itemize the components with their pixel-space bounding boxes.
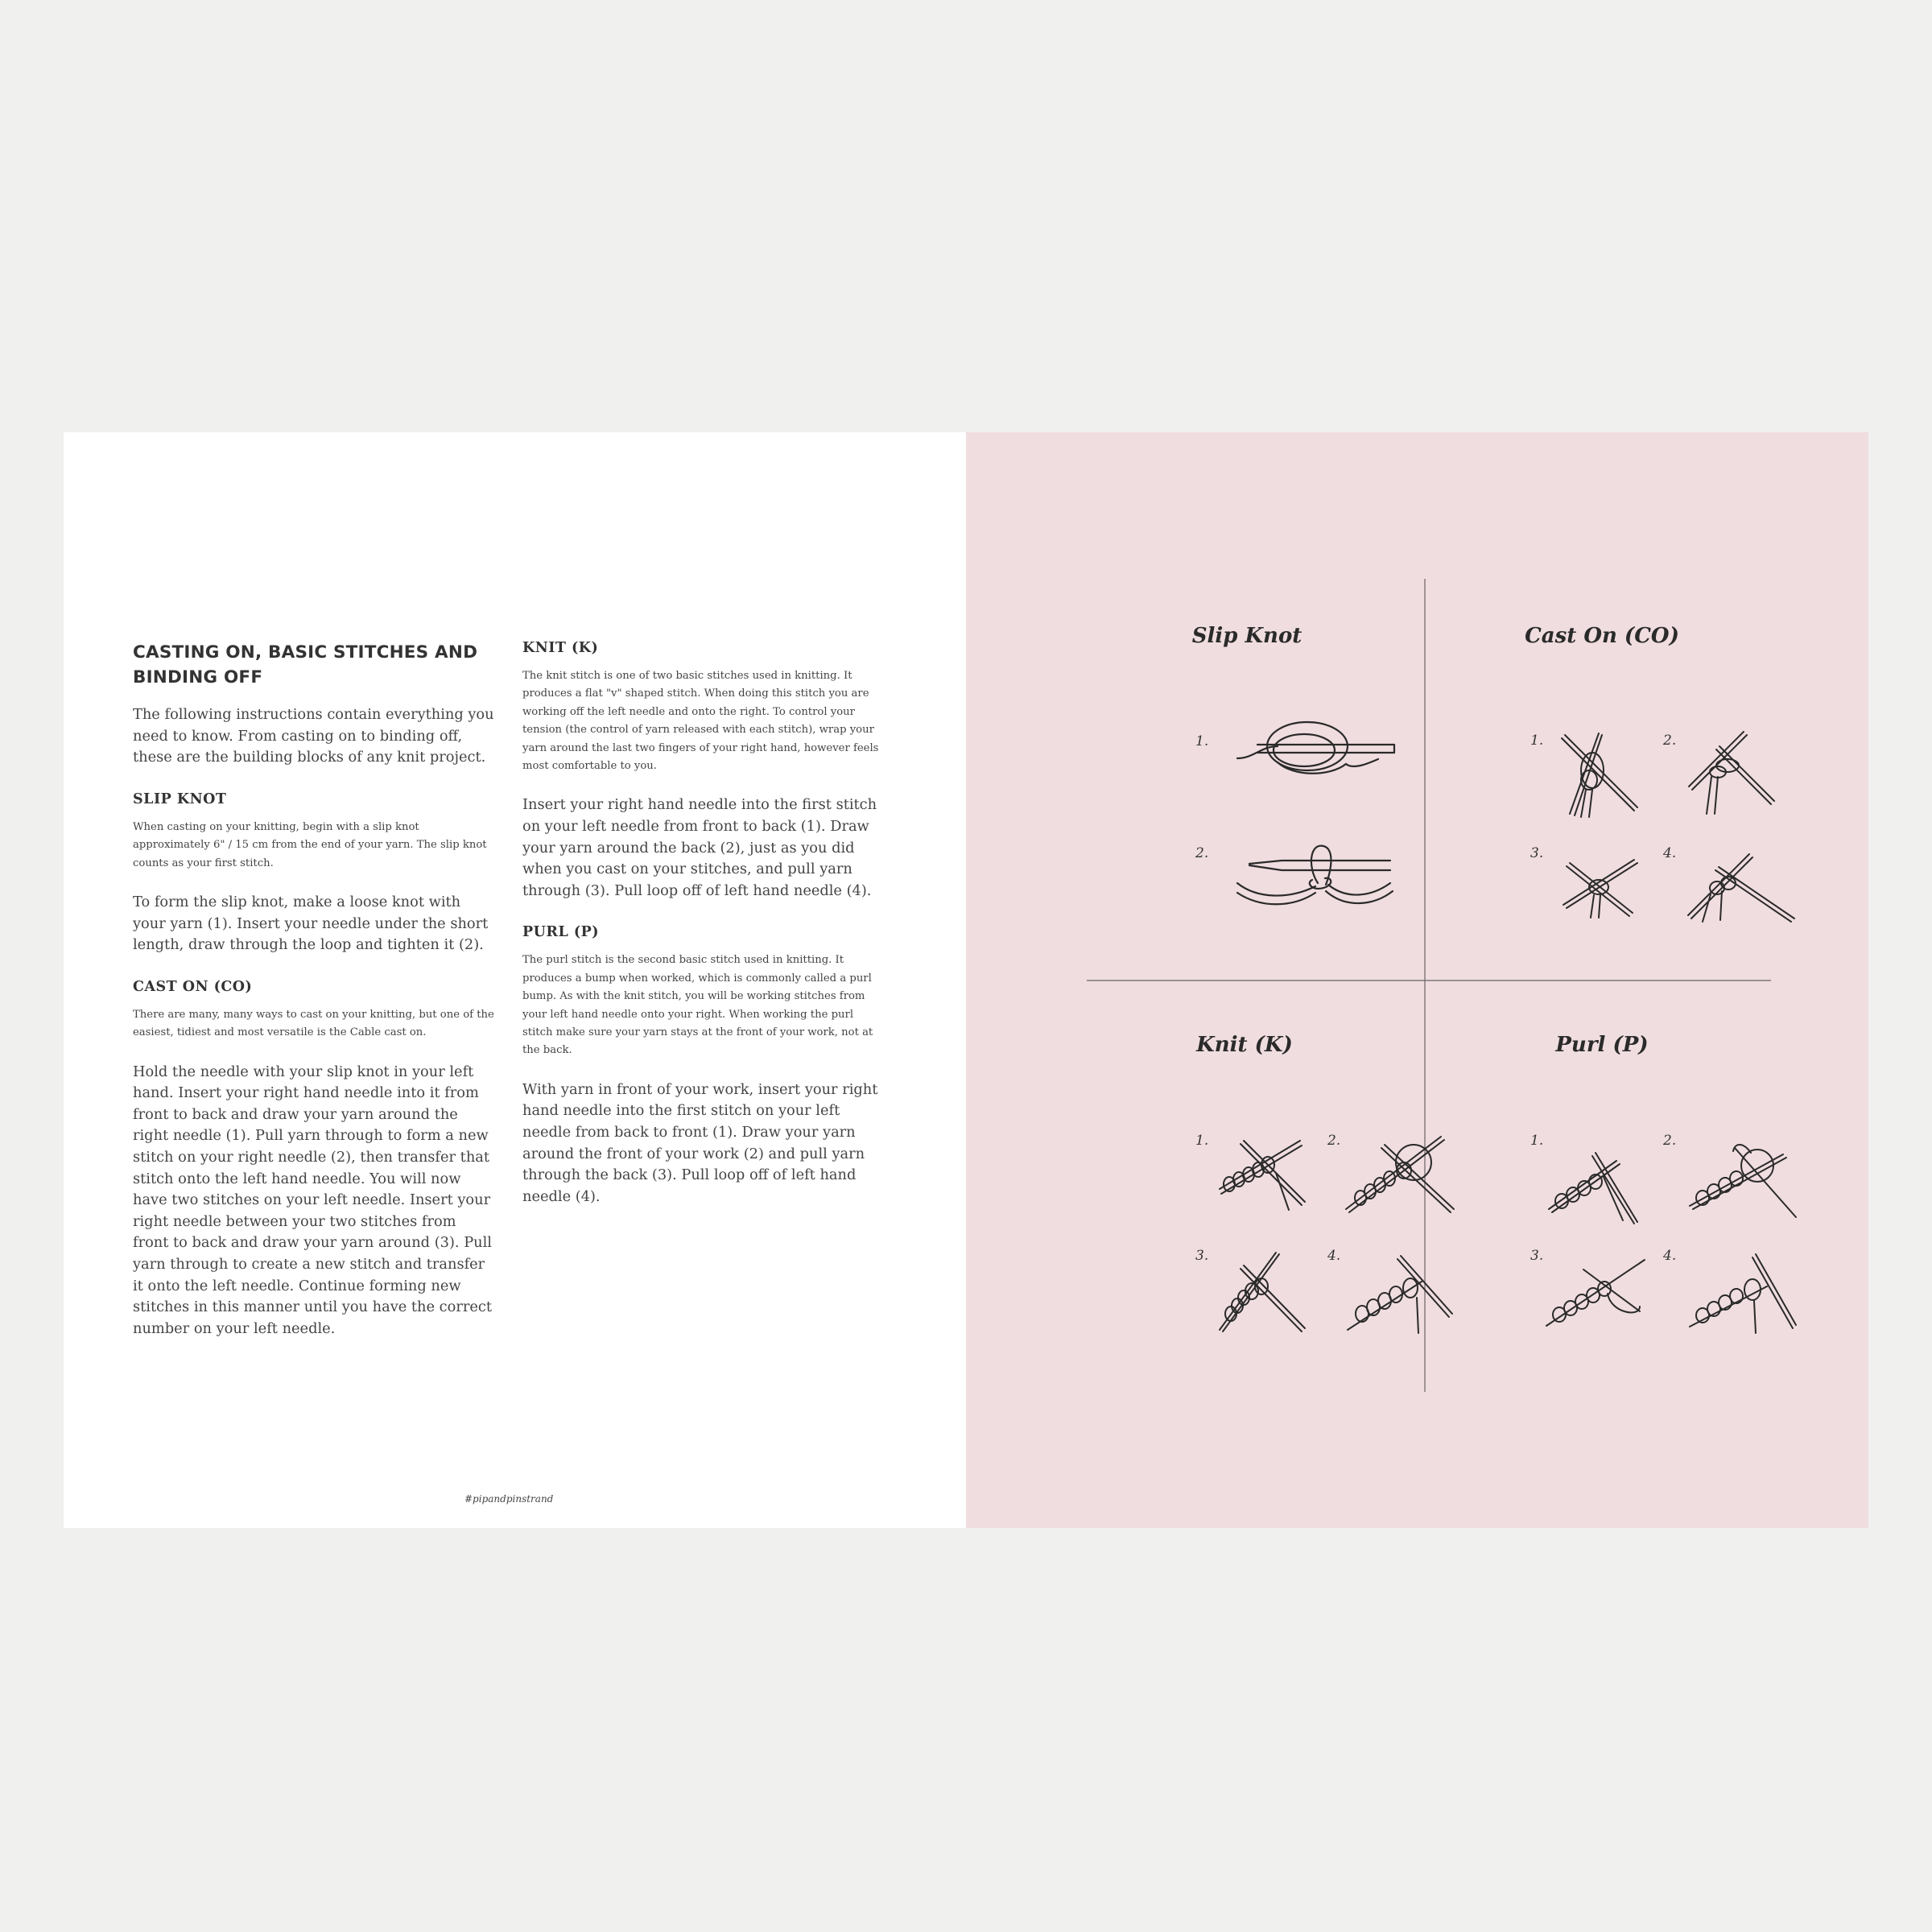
knit-step-2-illustration (1344, 1129, 1457, 1217)
stitch-diagram (966, 432, 1868, 1528)
cast-on-step-1-label: 1. (1530, 733, 1544, 749)
purl-note: The purl stitch is the second basic stitch used in knitting. It produces a bump when worked, which is commonly called a purl bump. As with the knit stitch, you will be working stitches from your left hand needle onto your right. When working the purl stitch make sure your yarn stays at the front of your work, not at the back. (522, 954, 873, 1057)
cast-on-step-3-label: 3. (1530, 845, 1544, 861)
knit-step-2-label: 2. (1327, 1133, 1341, 1149)
purl-step-2-label: 2. (1663, 1133, 1677, 1149)
left-column (133, 640, 495, 1340)
slip-knot-step-2-illustration (1233, 835, 1402, 911)
cast-on-step-3-illustration (1562, 855, 1642, 919)
purl-step-4-label: 4. (1663, 1248, 1677, 1264)
knit-step-4-illustration (1344, 1249, 1457, 1338)
right-column (522, 640, 885, 1208)
purl-body: With yarn in front of your work, insert your right hand needle into the first stitch on your left needle from back to front (1). Draw your yarn around the front of your work (2) and pull yarn through the back (3). Pull loop off of left hand needle (4). (522, 1080, 878, 1205)
hashtag: #pipandpinstrand (464, 1493, 554, 1505)
purl-step-4-illustration (1686, 1249, 1799, 1338)
purl-step-1-label: 1. (1530, 1133, 1544, 1149)
slip-knot-note: When casting on your knitting, begin with a slip knot approximately 6" / 15 cm from the end of your yarn. The slip knot counts as your first stitch. (133, 820, 487, 869)
slip-knot-step-2-label: 2. (1195, 845, 1209, 861)
slip-knot-title: Slip Knot (1191, 624, 1302, 648)
purl-step-3-label: 3. (1530, 1248, 1544, 1264)
purl-step-3-illustration (1543, 1253, 1656, 1334)
quadrant-dividers (966, 432, 1868, 1528)
page-title: CASTING ON, BASIC STITCHES AND BINDING OFF (133, 642, 478, 687)
cast-on-note: There are many, many ways to cast on your knitting, but one of the easiest, tidiest and most versatile is the Cable cast on. (133, 1008, 494, 1039)
purl-step-2-illustration (1686, 1137, 1799, 1225)
cast-on-step-2-illustration (1687, 730, 1776, 819)
knit-heading: KNIT (K) (522, 640, 599, 656)
right-page (966, 432, 1868, 1528)
knit-step-3-illustration (1212, 1249, 1308, 1338)
cast-on-step-4-label: 4. (1663, 845, 1677, 861)
knit-step-4-label: 4. (1327, 1248, 1341, 1264)
slip-knot-body: To form the slip knot, make a loose knot with your yarn (1). Insert your needle under the short length, draw through the loop and tighten it (2). (133, 894, 489, 954)
slip-knot-step-1-label: 1. (1195, 733, 1209, 749)
knit-step-1-label: 1. (1195, 1133, 1209, 1149)
purl-title: Purl (P) (1555, 1033, 1649, 1057)
knit-title: Knit (K) (1196, 1033, 1293, 1057)
cast-on-step-4-illustration (1686, 851, 1799, 923)
book-spread (64, 432, 1868, 1528)
cast-on-step-1-illustration (1554, 730, 1642, 819)
knit-body: Insert your right hand needle into the first stitch on your left needle from front to back (1). Draw your yarn around the back (2), just as you did when you cast on your stitches, and pull yarn through (3). Pull loop off of left hand needle (4). (522, 796, 877, 899)
purl-step-1-illustration (1547, 1145, 1652, 1225)
purl-heading: PURL (P) (522, 924, 600, 941)
intro-text: The following instructions contain everything you need to know. From casting on to binding off, these are the building blocks of any knit project. (133, 706, 494, 766)
cast-on-body: Hold the needle with your slip knot in your left hand. Insert your right hand needle into it from front to back and draw your yarn around the right needle (1). Pull yarn through to form a new stitch on your right needle (2), then transfer that stitch onto the left hand needle. You will now have two stitches on your left needle. Insert your right needle between your two stitches from front to back and draw your yarn around (3). Pull yarn through to create a new stitch and transfer it onto the left needle. Continue forming new stitches in this manner until you have the correct number on your left needle. (133, 1063, 492, 1337)
slip-knot-step-1-illustration (1233, 714, 1402, 786)
knit-step-3-label: 3. (1195, 1248, 1209, 1264)
knit-step-1-illustration (1212, 1133, 1308, 1213)
left-page (64, 432, 966, 1528)
slip-knot-heading: SLIP KNOT (133, 791, 227, 807)
knit-note: The knit stitch is one of two basic stitches used in knitting. It produces a flat "v" shaped stitch. When doing this stitch you are working off the left needle and onto the right. To control your tension (the control of yarn released with each stitch), wrap your yarn around the last two fingers of your right hand, however feels most comfortable to you. (522, 670, 879, 773)
cast-on-title: Cast On (CO) (1525, 624, 1679, 648)
cast-on-heading: CAST ON (CO) (133, 978, 253, 995)
cast-on-step-2-label: 2. (1663, 733, 1677, 749)
